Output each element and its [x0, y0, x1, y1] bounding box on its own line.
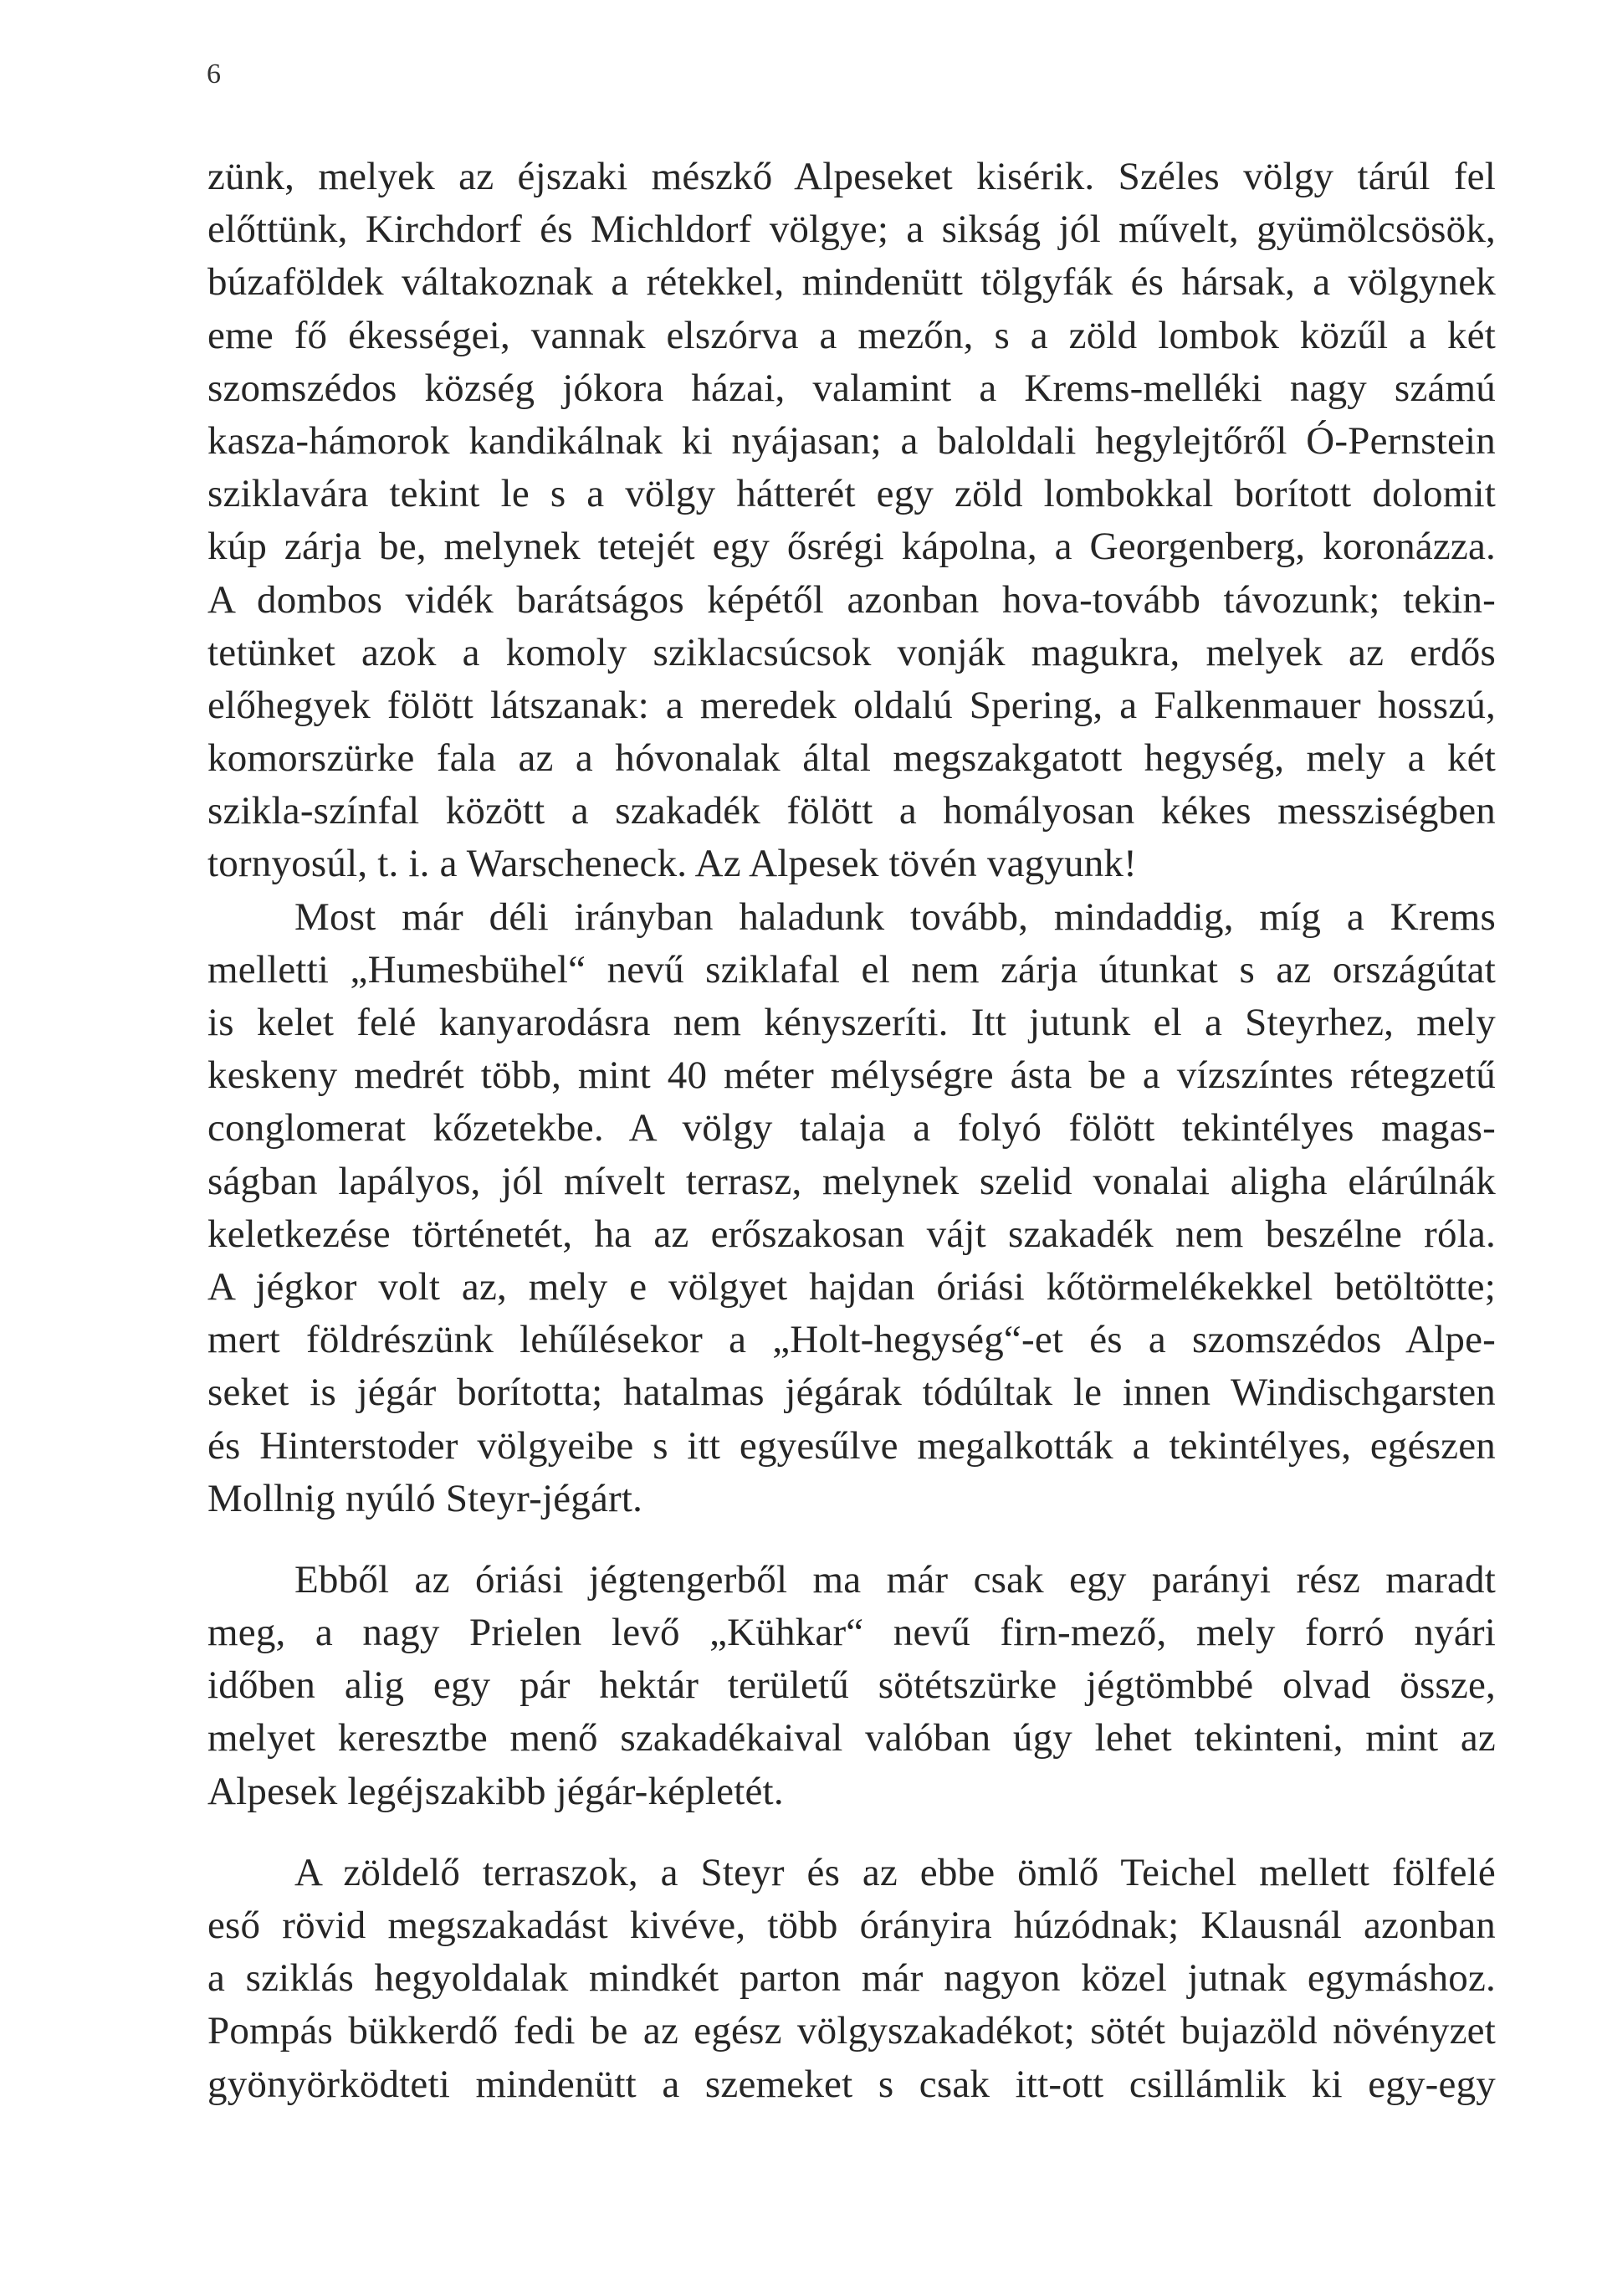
text-line: keletkezése történetét, ha az erőszakosan vájt szakadék nem beszélne róla. [207, 1212, 1496, 1256]
text-line: A jégkor volt az, mely e völgyet hajdan óriási kőtörmelékekkel betöltötte; [207, 1264, 1496, 1309]
text-line: sziklavára tekint le s a völgy hátterét egy zöld lombokkal borított dolomit [207, 472, 1496, 516]
text-line: gyönyörködteti mindenütt a szemeket s csak itt-ott csillámlik ki egy-egy [207, 2062, 1496, 2106]
text-line: is kelet felé kanyarodásra nem kényszeríti. Itt jutunk el a Steyrhez, mely [207, 1001, 1496, 1044]
text-line: tetünket azok a komoly sziklacsúcsok vonják magukra, melyek az erdős [207, 630, 1496, 674]
paragraph-1 [207, 151, 1496, 891]
text-line: tornyosúl, t. i. a Warscheneck. Az Alpesek tövén vagyunk! [207, 842, 1137, 886]
text-line: szomszédos község jókora házai, valamint a Krems-melléki nagy számú [207, 366, 1496, 410]
text-line: A zöldelő terraszok, a Steyr és az ebbe ömlő Teichel mellett fölfelé [294, 1850, 1496, 1894]
text-line: és Hinterstoder völgyeibe s itt egyesűlve megalkották a tekintélyes, egészen [207, 1423, 1496, 1468]
text-line: komorszürke fala az a hóvonalak által megszakgatott hegység, mely a két [207, 736, 1496, 781]
text-line: Mollnig nyúló Steyr-jégárt. [207, 1476, 643, 1520]
text-line: előhegyek fölött látszanak: a meredek oldalú Spering, a Falkenmauer hosszú, [207, 683, 1496, 727]
text-line: mert földrészünk lehűlésekor a „Holt-hegység“-et és a szomszédos Alpe- [207, 1318, 1496, 1362]
text-line: eső rövid megszakadást kivéve, több órányira húzódnak; Klausnál azonban [207, 1904, 1496, 1947]
text-line: Pompás bükkerdő fedi be az egész völgyszakadékot; sötét bujazöld növényzet [207, 2009, 1496, 2053]
body-text [207, 151, 1496, 2111]
paragraph-4 [207, 1847, 1496, 2111]
paragraph-3 [207, 1554, 1496, 1818]
text-line: Most már déli irányban haladunk tovább, mindaddig, míg a Krems [294, 894, 1496, 939]
text-line: kúp zárja be, melynek tetejét egy ősrégi kápolna, a Georgenberg, koronázza. [207, 525, 1496, 569]
text-line: eme fő ékességei, vannak elszórva a mezőn, s a zöld lombok közűl a két [207, 313, 1496, 357]
text-line: zünk, melyek az éjszaki mészkő Alpeseket kisérik. Széles völgy tárúl fel [207, 155, 1496, 198]
text-line: búzaföldek váltakoznak a rétekkel, mindenütt tölgyfák és hársak, a völgynek [207, 260, 1496, 305]
text-line: a sziklás hegyoldalak mindkét parton már nagyon közel jutnak egymáshoz. [207, 1956, 1496, 2001]
text-line: A dombos vidék barátságos képétől azonban hova-tovább távozunk; tekin- [207, 577, 1496, 622]
text-line: szikla-színfal között a szakadék fölött a homályosan kékes messziségben [207, 789, 1496, 833]
text-line: előttünk, Kirchdorf és Michldorf völgye; a sikság jól művelt, gyümölcsösök, [207, 208, 1496, 252]
text-line: ságban lapályos, jól mívelt terrasz, melynek szelid vonalai aligha elárúlnák [207, 1159, 1496, 1203]
text-line: melyet keresztbe menő szakadékaival valóban úgy lehet tekinteni, mint az [207, 1716, 1496, 1760]
text-line: meg, a nagy Prielen levő „Kühkar“ nevű firn-mező, mely forró nyári [207, 1611, 1496, 1655]
text-line: kasza-hámorok kandikálnak ki nyájasan; a baloldali hegylejtőről Ó-Pernstein [207, 418, 1496, 463]
page-number: 6 [207, 59, 221, 90]
text-line: seket is jégár borította; hatalmas jégárak tódúltak le innen Windischgarsten [207, 1371, 1496, 1415]
text-line: conglomerat kőzetekbe. A völgy talaja a folyó fölött tekintélyes magas- [207, 1106, 1496, 1151]
text-line: melletti „Humesbühel“ nevű sziklafal el nem zárja útunkat s az országútat [207, 947, 1496, 992]
text-line: időben alig egy pár hektár területű sötétszürke jégtömbbé olvad össze, [207, 1663, 1496, 1708]
text-line: Alpesek legéjszakibb jégár-képletét. [207, 1769, 784, 1813]
text-line: keskeny medrét több, mint 40 méter mélységre ásta be a vízszíntes rétegzetű [207, 1053, 1496, 1098]
text-line: Ebből az óriási jégtengerből ma már csak egy parányi rész maradt [294, 1557, 1496, 1602]
paragraph-2 [207, 891, 1496, 1525]
